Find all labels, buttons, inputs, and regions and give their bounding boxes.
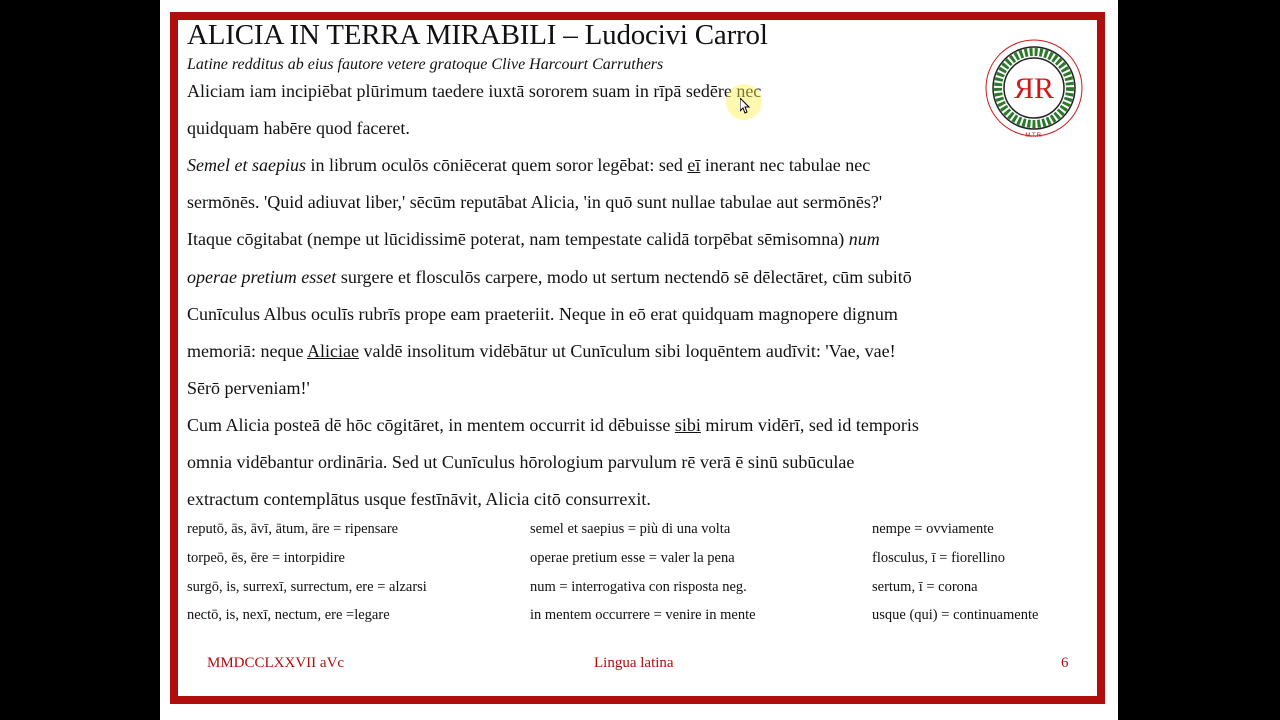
text-segment: Cunīculus Albus oculīs rubrīs prope eam praeteriit. Neque in eō erat quidquam magnopere dignum (187, 303, 898, 324)
text-segment: mirum vidērī, sed id temporis (700, 414, 919, 435)
text-segment: valdē insolitum vidēbātur ut Cunīculum sibi loquēntem audīvit: 'Vae, vae! (358, 340, 896, 361)
glossary-entry: operae pretium esse = valer la pena (530, 549, 735, 566)
text-segment: extractum contemplātus usque festīnāvit, Alicia citō consurrexit. (187, 489, 651, 510)
text-segment: sermōnēs. 'Quid adiuvat liber,' sēcūm reputābat Alicia, 'in quō sunt nullae tabulae aut sermōnēs?' (187, 192, 883, 213)
text-segment: Itaque cōgitabat (nempe ut lūcidissimē poterat, nam tempestate calidā torpēbat sēmisomna) (187, 229, 849, 250)
text-segment: omnia vidēbantur ordināria. Sed ut Cunīculus hōrologium parvulum rē verā ē sinū subūculae (187, 452, 855, 472)
text-line (187, 415, 919, 436)
text-line (187, 81, 761, 102)
text-line (187, 489, 651, 510)
text-segment: inerant nec tabulae nec (700, 155, 871, 176)
glossary-entry: semel et saepius = più di una volta (530, 521, 731, 537)
mtr-logo (978, 36, 1090, 140)
text-line (187, 118, 410, 139)
glossary-entry: nectō, is, nexī, nectum, ere =legare (187, 607, 390, 624)
glossary-entry: num = interrogativa con risposta neg. (530, 578, 747, 595)
underlined-word: Aliciae (306, 340, 359, 361)
footer-subject: Lingua latina (594, 655, 674, 671)
text-line (187, 304, 898, 325)
text-line (187, 378, 310, 399)
glossary-entry: nempe = ovviamente (872, 521, 994, 537)
slide-title: ALICIA IN TERRA MIRABILI – Ludocivi Carrol (187, 19, 768, 51)
svg-text:ЯR: ЯR (1013, 72, 1055, 105)
glossary-entry: sertum, ī = corona (872, 578, 978, 595)
text-line (187, 267, 912, 288)
text-segment: in librum oculōs cōniēcerat quem soror legēbat: sed (305, 155, 688, 176)
italic-phrase: num (848, 229, 880, 250)
glossary-entry: in mentem occurrere = venire in mente (530, 607, 756, 624)
text-segment: Aliciam iam incipiēbat plūrimum taedere iuxtā sororem suam in rīpā sedēre nec (187, 81, 762, 101)
slide-subtitle: Latine redditus ab eius fautore vetere gratoque Clive Harcourt Carruthers (187, 56, 664, 73)
text-segment: Sērō perveniam!' (187, 377, 310, 398)
svg-text:M.T.R.: M.T.R. (1025, 133, 1043, 139)
text-segment: Cum Alicia posteā dē hōc cōgitāret, in mentem occurrit id dēbuisse (187, 414, 675, 435)
glossary-entry: reputō, ās, āvī, ātum, āre = ripensare (187, 521, 399, 537)
text-line (187, 229, 880, 250)
text-segment: surgere et flosculōs carpere, modo ut sertum nectendō sē dēlectāret, cūm subitō (336, 266, 912, 287)
cursor-arrow-icon (740, 98, 750, 114)
glossary-entry: surgō, is, surrexī, surrectum, ere = alzarsi (187, 578, 427, 595)
text-segment: quidquam habēre quod faceret. (187, 118, 410, 139)
italic-phrase: Semel et saepius (187, 155, 306, 176)
text-segment: memoriā: neque (187, 340, 307, 361)
mouse-cursor-highlight (726, 84, 762, 120)
italic-phrase: operae pretium esset (187, 266, 337, 287)
glossary-entry: usque (qui) = continuamente (872, 607, 1039, 624)
footer-page-number: 6 (1061, 655, 1069, 671)
underlined-word: eī (687, 155, 701, 176)
underlined-word: sibi (674, 414, 701, 435)
glossary-entry: flosculus, ī = fiorellino (872, 549, 1006, 566)
slide (160, 0, 1118, 720)
glossary-entry: torpeō, ēs, ēre = intorpidire (187, 549, 345, 566)
text-line (187, 192, 882, 213)
text-line (187, 155, 870, 176)
footer-date: MMDCCLXXVII aVc (207, 655, 345, 671)
text-line (187, 341, 896, 362)
text-line (187, 452, 854, 473)
